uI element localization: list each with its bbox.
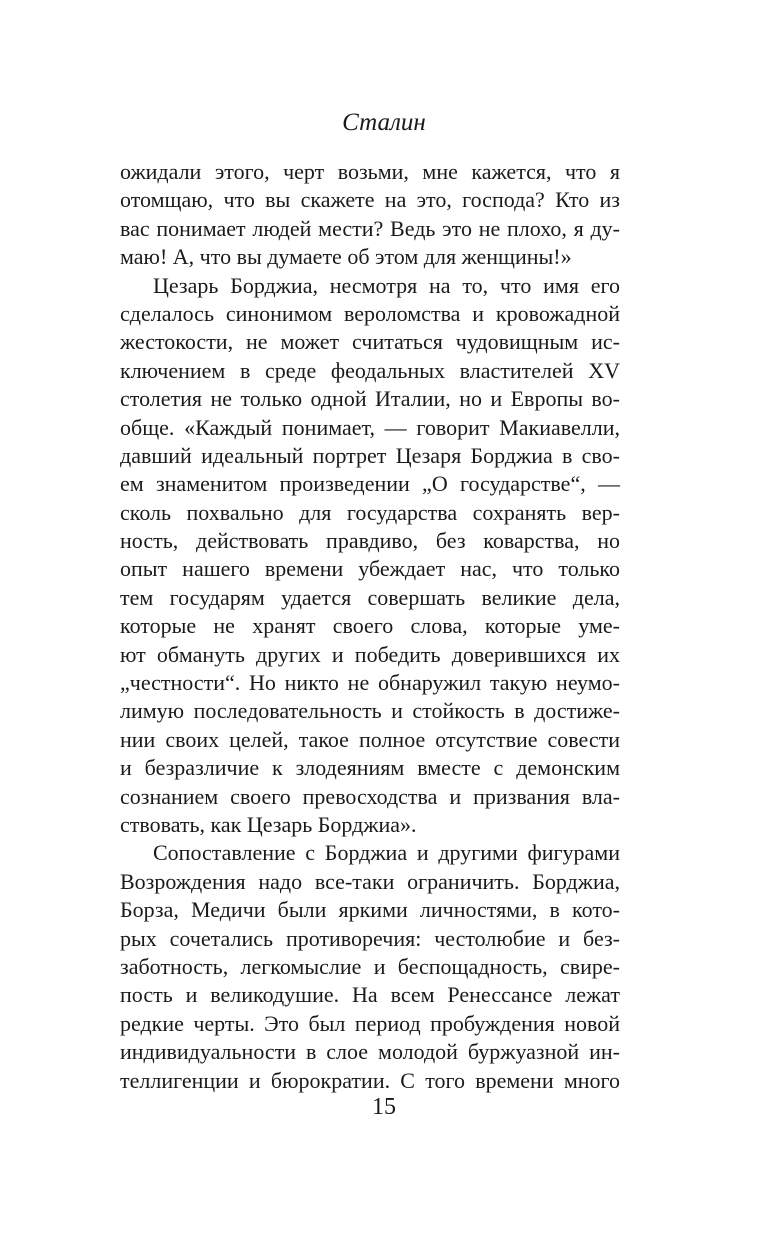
- text-line: ем знаменитом произведении „О государстве“, —: [120, 471, 620, 497]
- text-line: Возрождения надо все-таки ограничить. Борджиа,: [120, 868, 620, 894]
- text-line: Борза, Медичи были яркими личностями, в кото-: [120, 897, 620, 923]
- text-line: индивидуальности в слое молодой буржуазной ин-: [120, 1039, 620, 1065]
- text-line: нии своих целей, такое полное отсутствие совести: [120, 726, 620, 752]
- text-line: „честности“. Но никто не обнаружил такую неумо-: [120, 670, 620, 696]
- text-line: которые не хранят своего слова, которые уме-: [120, 613, 620, 639]
- text-line: рых сочетались противоречия: честолюбие и без-: [120, 925, 620, 951]
- text-line: теллигенции и бюрократии. С того времени много: [120, 1067, 620, 1093]
- text-line: и безразличие к злодеяниям вместе с демонским: [120, 755, 620, 781]
- text-line: пость и великодушие. На всем Ренессансе лежат: [120, 982, 620, 1008]
- text-line: маю! А, что вы думаете об этом для женщины!»: [120, 244, 572, 270]
- running-title: Сталин: [342, 109, 426, 136]
- text-line: вас понимает людей мести? Ведь это не плохо, я ду-: [120, 215, 620, 241]
- text-line: обще. «Каждый понимает, — говорит Макиавелли,: [120, 414, 620, 440]
- text-line: сознанием своего превосходства и призвания вла-: [120, 783, 620, 809]
- text-line: Сопоставление с Борджиа и другими фигурами: [153, 840, 620, 866]
- text-line: ключением в среде феодальных властителей XV: [120, 357, 620, 383]
- text-line: ность, действовать правдиво, без коварства, но: [120, 528, 620, 554]
- text-line: ют обмануть других и победить доверившихся их: [120, 641, 620, 667]
- text-line: ожидали этого, черт возьми, мне кажется, что я: [120, 159, 620, 184]
- text-line: ствовать, как Цезарь Борджиа».: [120, 811, 417, 837]
- text-line: столетия не только одной Италии, но и Европы во-: [120, 386, 620, 412]
- text-line: отомщаю, что вы скажете на это, господа? Кто из: [120, 187, 620, 213]
- text-line: заботность, легкомыслие и беспощадность, свире-: [120, 953, 620, 979]
- text-line: сколь похвально для государства сохранять вер-: [120, 499, 620, 525]
- text-line: опыт нашего времени убеждает нас, что только: [120, 556, 620, 582]
- text-line: жестокости, не может считаться чудовищным ис-: [120, 329, 620, 355]
- text-line: сделалось синонимом вероломства и кровожадной: [120, 300, 620, 326]
- body-text: [120, 158, 620, 1095]
- text-line: Цезарь Борджиа, несмотря на то, что имя его: [153, 272, 620, 298]
- page-number: 15: [372, 1094, 396, 1120]
- text-line: редкие черты. Это был период пробуждения новой: [120, 1010, 620, 1036]
- text-line: давший идеальный портрет Цезаря Борджиа в сво-: [120, 442, 620, 468]
- text-line: лимую последовательность и стойкость в достиже-: [120, 698, 620, 724]
- text-line: тем государям удается совершать великие дела,: [120, 584, 620, 610]
